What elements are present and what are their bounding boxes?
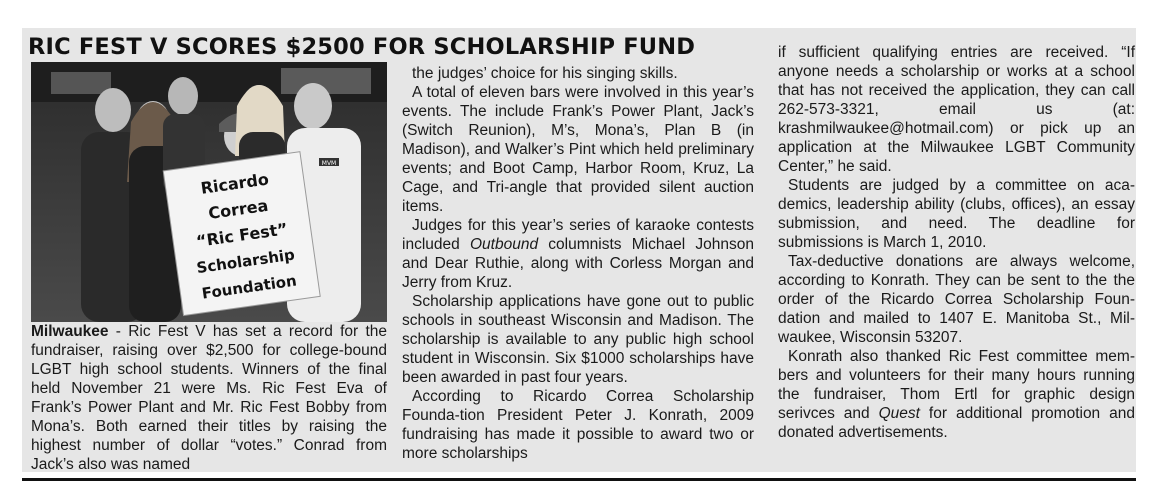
dateline: Milwaukee	[31, 323, 109, 340]
event-photo	[31, 62, 387, 322]
paragraph: According to Ricardo Correa Scholarship Founda-tion President Peter J. Konrath, 2009 fundraising has made it possible to award two or more scholarships	[402, 388, 754, 462]
paragraph	[31, 322, 387, 474]
paragraph: if sufficient qualifying entries are received. “If anyone needs a scholarship or works at a school that has not received the application, they can call 262-573-3321, email us (at: krashmilwaukee@hotmail.com) or pick up an application at the Milwaukee LGBT Community Center,” he said.	[778, 44, 1135, 175]
paragraph	[778, 347, 1135, 442]
paragraph: A total of eleven bars were involved in this year’s events. The include Frank’s Power Plant, Jack’s (Switch Reunion), M’s, Mona’s, Plan B (in Madison), and Walker’s Pint which held preliminary events; and Boot Camp, Harbor Room, Kruz, La Cage, and Tri-angle that provided silent auction items.	[402, 84, 754, 215]
article-column-2	[402, 64, 754, 463]
paragraph: the judges’ choice for his singing skills.	[412, 65, 678, 82]
sign-line-5: Foundation	[200, 271, 298, 303]
paragraph: Tax-deductive donations are always welcome, according to Konrath. They can be sent to the the order of the Ricardo Correa Scholarship Foun-dation and mailed to 1407 E. Manitoba St., Mil-waukee, Wisconsin 53207.	[778, 253, 1135, 346]
paragraph-text: for additional promotion and donated advertisements.	[778, 405, 1135, 441]
paragraph: Students are judged by a committee on aca-demics, leadership ability (clubs, offices), an essay submission, and need. The deadline for submissions is March 1, 2010.	[778, 177, 1135, 251]
paragraph-text: Konrath also thanked Ric Fest committee mem-bers and volunteers for their many hours running the fundraiser, Thom Ertl for graphic design serivces and	[778, 348, 1135, 422]
headline: RIC FEST V SCORES $2500 FOR SCHOLARSHIP FUND	[28, 34, 696, 60]
sign-line-4: Scholarship	[195, 245, 296, 278]
article-column-1	[31, 322, 387, 474]
paragraph-text: columnists Michael Johnson and Dear Ruthie, along with Corless Morgan and Jerry from Kruz.	[402, 236, 755, 291]
paragraph: Scholarship applications have gone out to public schools in southeast Wisconsin and Madison. The scholarship is available to any public high school student in Wisconsin. Six $1000 scholarships have been awarded in past four years.	[402, 293, 754, 386]
publication-name: Outbound	[469, 236, 539, 253]
sign-line-1: Ricardo	[199, 169, 270, 198]
shirt-logo: MVM	[321, 160, 337, 167]
paragraph-text: - Ric Fest V has set a record for the fundraiser, raising over $2,500 for college-bound LGBT high school students. Winners of the final held November 21 were Ms. Ric Fest Eva of Frank’s Power Plant and Mr. Ric Fest Bobby from Mona’s. Both earned their titles by raising the highest number of dollar “votes.” Conrad from Jack’s also was named	[31, 323, 387, 473]
paragraph	[402, 216, 754, 292]
photo-illustration	[31, 62, 387, 322]
publication-name: Quest	[878, 405, 920, 422]
sign-line-3: “Ric Fest”	[194, 219, 289, 251]
scholarship-sign	[163, 152, 320, 316]
article-column-3	[778, 43, 1135, 442]
bottom-rule	[22, 478, 1136, 481]
sign-line-2: Correa	[207, 195, 270, 223]
paragraph-text: Judges for this year’s series of karaoke contests included	[402, 217, 754, 253]
